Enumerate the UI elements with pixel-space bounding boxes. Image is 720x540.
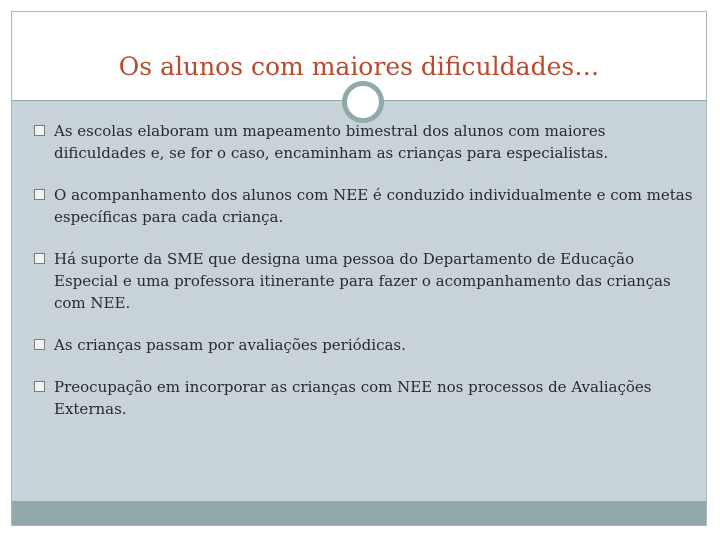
bullet-text: As escolas elaboram um mapeamento bimestral dos alunos com maiores dificuldades e, se for o caso, encaminham as crianças para especialistas. xyxy=(54,122,609,162)
bullet-text: As crianças passam por avaliações periódicas. xyxy=(54,336,406,354)
bullet-square-icon xyxy=(34,189,45,200)
circle-ornament-icon xyxy=(342,81,384,123)
bullet-item xyxy=(34,184,694,228)
bullet-text: Há suporte da SME que designa uma pessoa do Departamento de Educação Especial e uma professora itinerante para fazer o acompanhamento das crianças com NEE. xyxy=(54,250,671,312)
bullet-square-icon xyxy=(34,339,45,350)
slide-title: Os alunos com maiores dificuldades… xyxy=(118,52,600,81)
bullet-text: Preocupação em incorporar as crianças com NEE nos processos de Avaliações Externas. xyxy=(54,378,652,418)
bullet-item xyxy=(34,376,694,420)
bullet-item xyxy=(34,334,694,356)
bullet-square-icon xyxy=(34,381,45,392)
slide-frame xyxy=(11,11,707,526)
bullet-square-icon xyxy=(34,125,45,136)
bullet-list xyxy=(34,120,694,440)
bullet-text: O acompanhamento dos alunos com NEE é conduzido individualmente e com metas específicas para cada criança. xyxy=(54,186,693,226)
bullet-item xyxy=(34,120,694,164)
bullet-item xyxy=(34,248,694,314)
bullet-square-icon xyxy=(34,253,45,264)
footer-bar xyxy=(12,501,706,525)
